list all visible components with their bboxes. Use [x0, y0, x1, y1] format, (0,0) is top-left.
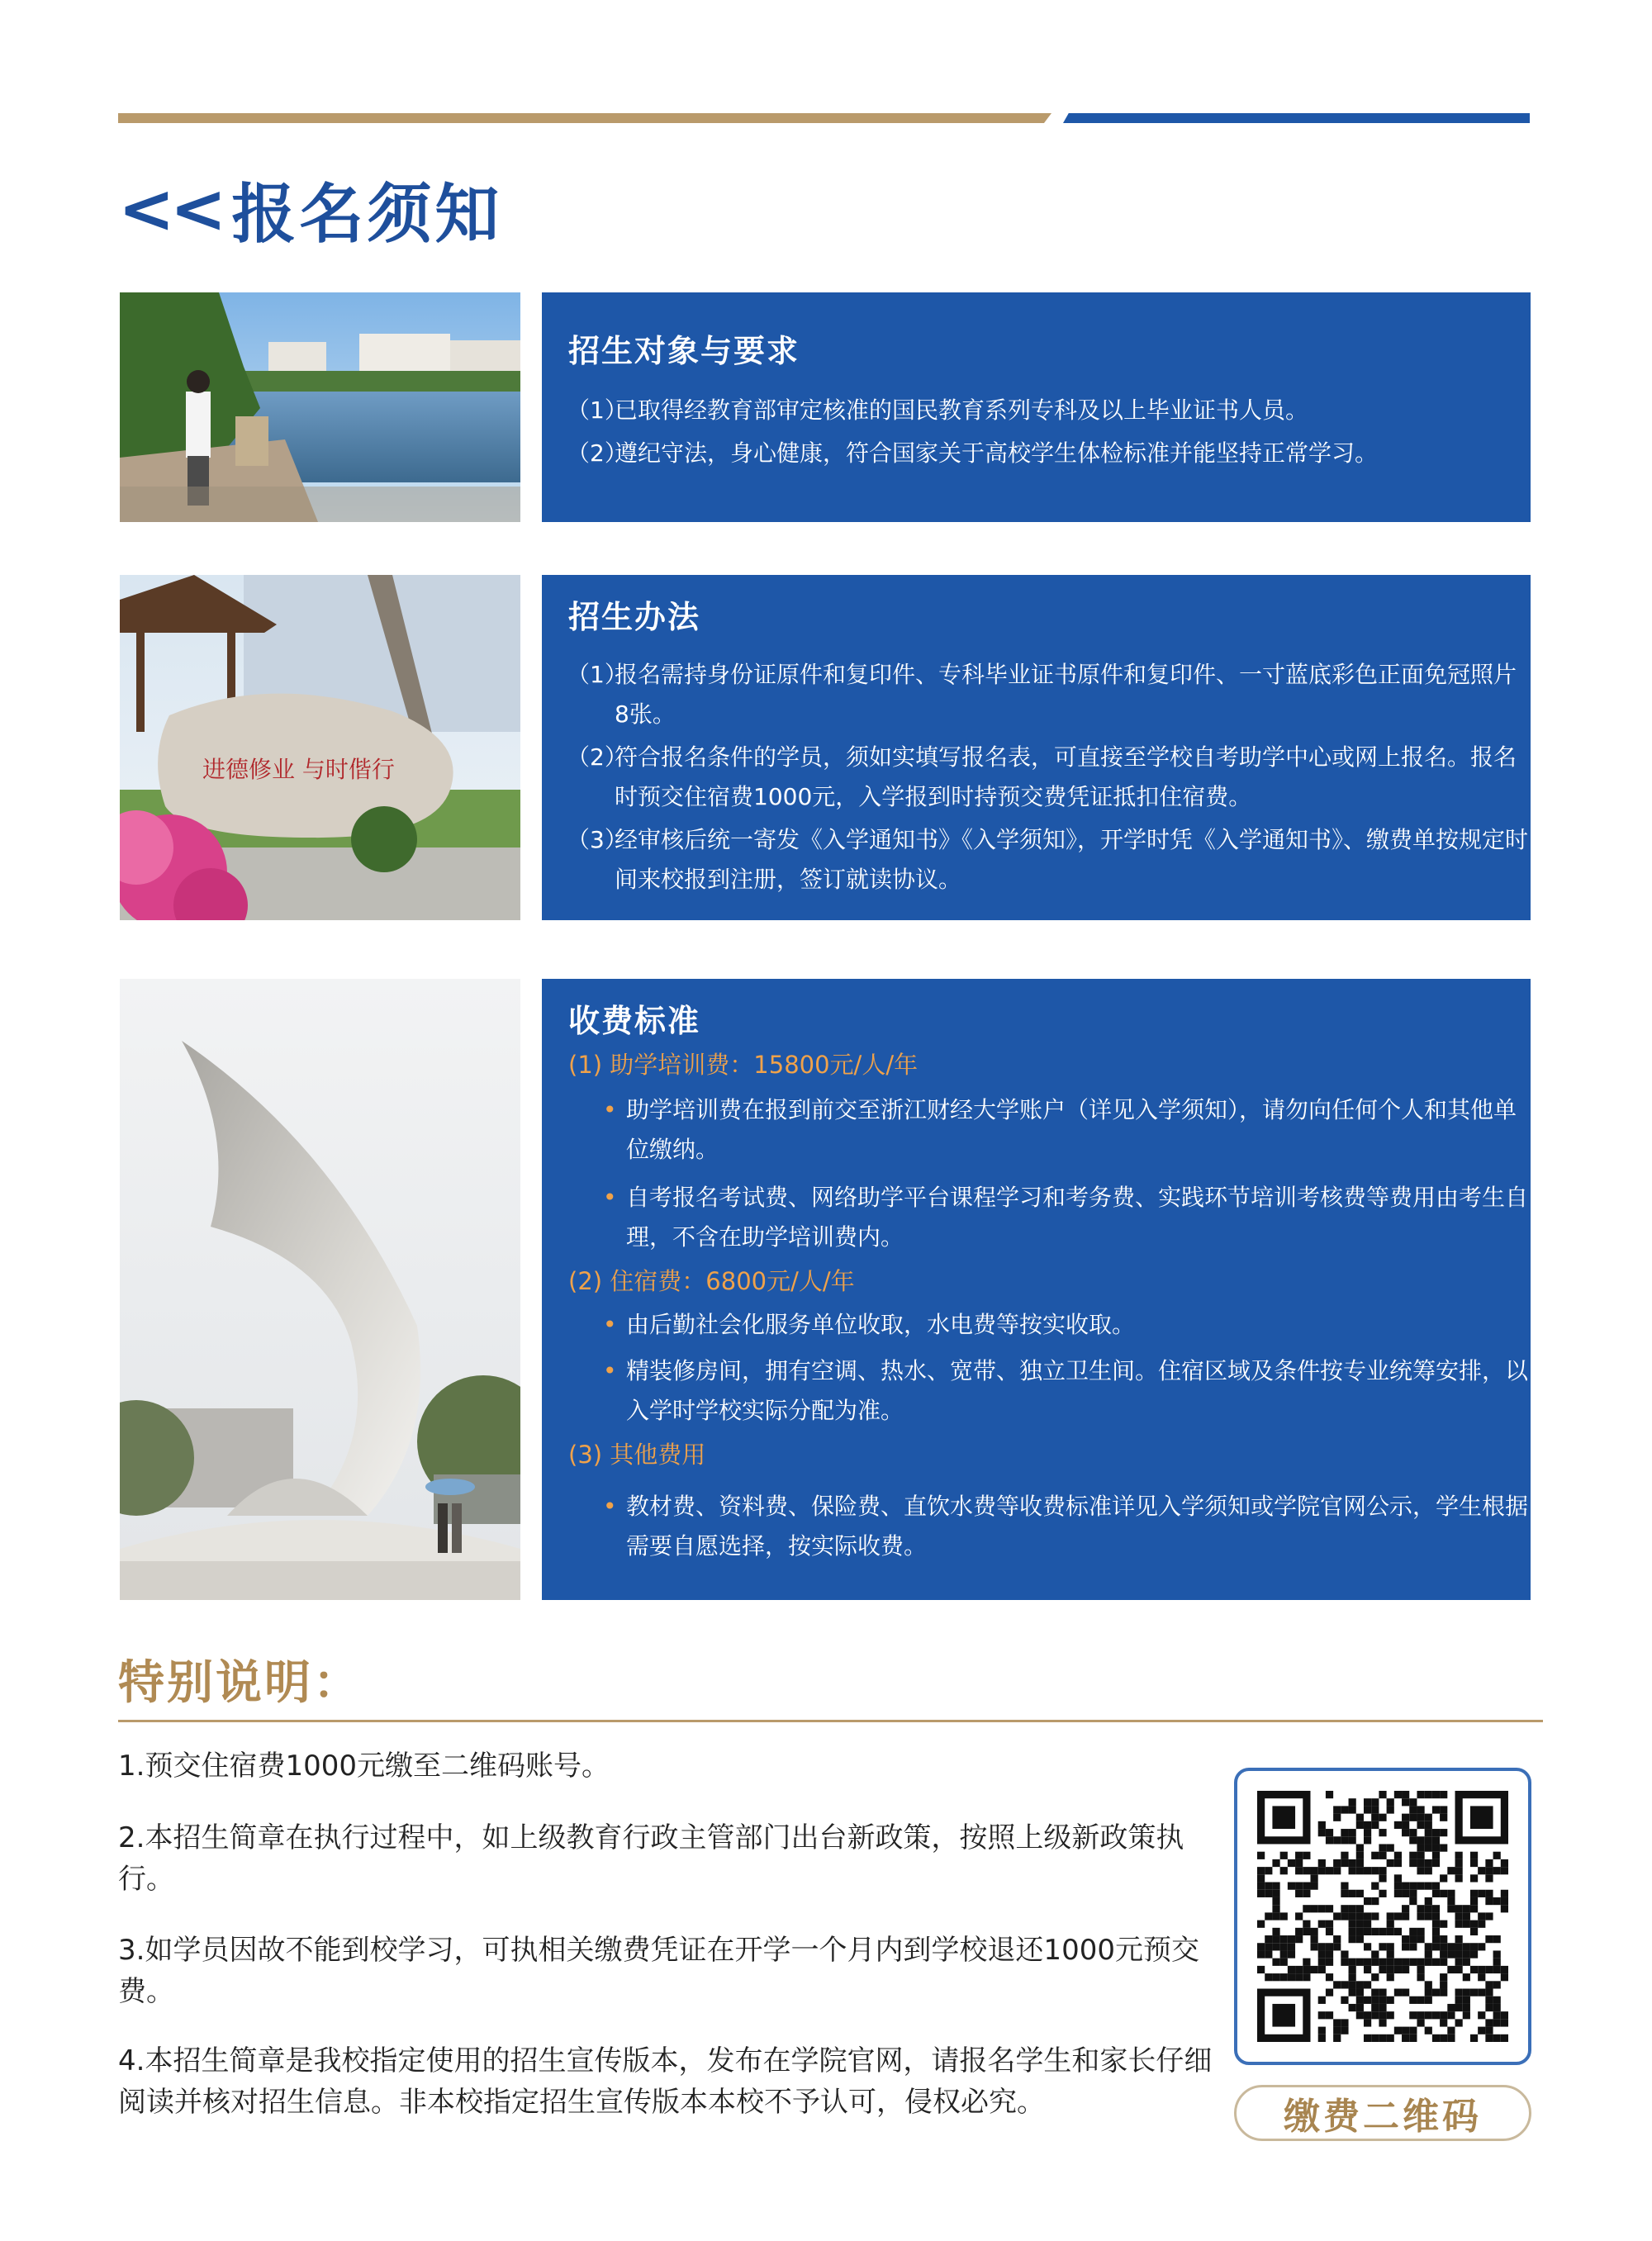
list-item: （1） 报名需持身份证原件和复印件、专科毕业证书原件和复印件、一寸蓝底彩色正面免冠照片8张。 [567, 661, 1517, 728]
section-admission-method [542, 575, 1531, 920]
list-item: • 教材费、资料费、保险费、直饮水费等收费标准详见入学须知或学院官网公示，学生根据需要自愿选择，按实际收费。 [542, 1487, 1531, 1566]
top-rule-gold [118, 113, 1051, 123]
note-item: 4.本招生简章是我校指定使用的招生宣传版本，发布在学院官网，请报名学生和家长仔细阅读并核对招生信息。非本校指定招生宣传版本本校不予认可，侵权必究。 [118, 2044, 1213, 2119]
campus-stone-photo [120, 575, 520, 920]
list-item: （1） 已取得经教育部审定核准的国民教育系列专科及以上毕业证书人员。 [567, 396, 1309, 424]
payment-qr-code[interactable] [1234, 1768, 1531, 2065]
section-title: 招生办法 [568, 599, 701, 635]
list-item: • 助学培训费在报到前交至浙江财经大学账户（详见入学须知），请勿向任何个人和其他单位缴纳。 [542, 1090, 1531, 1170]
section-fee-standards [542, 979, 1531, 1600]
page-title-text: 报名须知 [231, 178, 503, 252]
fee-heading: (1) 助学培训费：15800元/人/年 [568, 1051, 919, 1079]
qr-code-icon [1257, 1791, 1508, 2042]
list-item: （2） 遵纪守法，身心健康，符合国家关于高校学生体检标准并能坚持正常学习。 [567, 439, 1379, 467]
list-item: • 自考报名考试费、网络助学平台课程学习和考务费、实践环节培训考核费等费用由考生自理，不含在助学培训费内。 [542, 1178, 1531, 1257]
note-item: 1.预交住宿费1000元缴至二维码账号。 [118, 1750, 610, 1783]
section-admission-requirements [542, 292, 1531, 522]
section-title: 收费标准 [568, 1003, 701, 1039]
top-rule-blue [1063, 113, 1530, 123]
list-item: （2） 符合报名条件的学员，须如实填写报名表，可直接至学校自考助学中心或网上报名。报名时预交住宿费1000元，入学报到时持预交费凭证抵扣住宿费。 [567, 743, 1517, 810]
chevron-left-icon: << [118, 169, 222, 249]
campus-sculpture-photo [120, 979, 520, 1600]
special-notes-title: 特别说明： [118, 1656, 362, 1710]
list-item: （3） 经审核后统一寄发《入学通知书》《入学须知》，开学时凭《入学通知书》、缴费单按规定时间来校报到注册，签订就读协议。 [567, 826, 1529, 893]
fee-heading: (2) 住宿费：6800元/人/年 [568, 1267, 855, 1295]
page-title [118, 164, 502, 254]
qr-caption: 缴费二维码 [1234, 2085, 1531, 2141]
campus-lake-photo [120, 292, 520, 522]
fee-heading: (3) 其他费用 [568, 1441, 706, 1469]
note-item: 3.如学员因故不能到校学习，可执相关缴费凭证在开学一个月内到学校退还1000元预交费。 [118, 1934, 1199, 2008]
special-notes-divider [118, 1720, 1543, 1722]
section-title: 招生对象与要求 [568, 333, 800, 369]
list-item: • 由后勤社会化服务单位收取，水电费等按实收取。 [542, 1305, 1531, 1345]
note-item: 2.本招生简章在执行过程中，如上级教育行政主管部门出台新政策，按照上级新政策执行。 [118, 1821, 1184, 1896]
list-item: • 精装修房间，拥有空调、热水、宽带、独立卫生间。住宿区域及条件按专业统筹安排，以入学时学校实际分配为准。 [542, 1351, 1531, 1431]
stone-inscription: 进德修业 与时偕行 [202, 756, 395, 783]
